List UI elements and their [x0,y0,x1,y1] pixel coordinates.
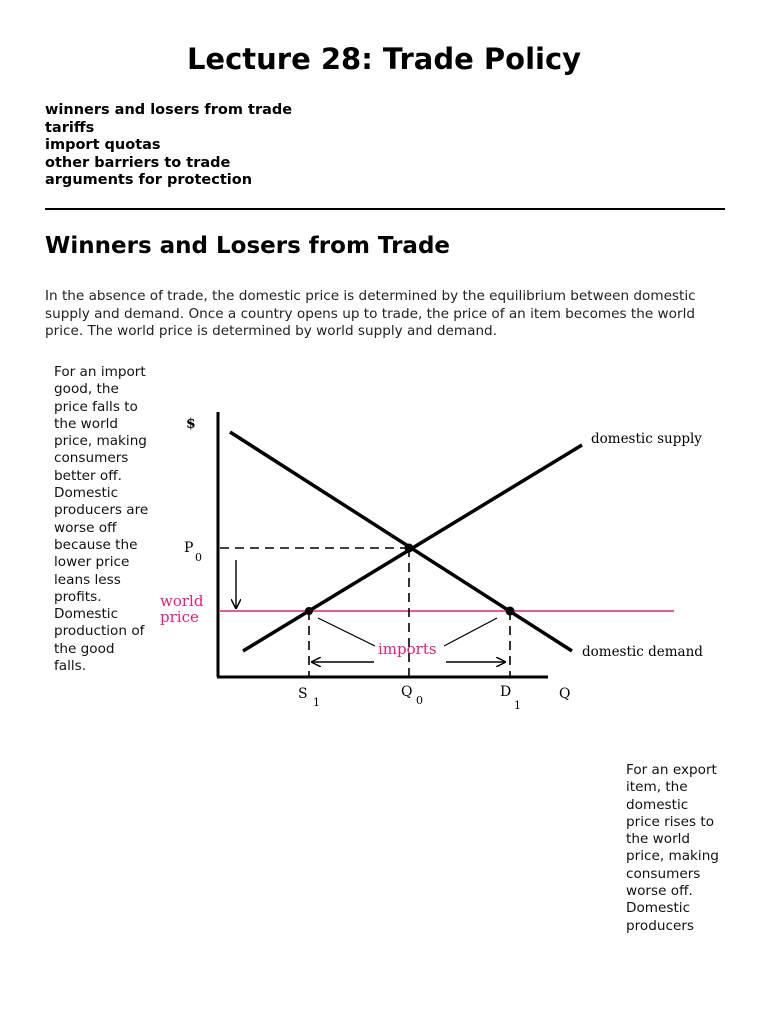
d1-subscript: 1 [514,699,521,712]
imports-pointer-right [444,618,497,646]
equilibrium-point [405,544,414,553]
s1-label: S [298,686,308,702]
d1-label: D [500,684,512,700]
topic-item: arguments for protection [45,172,253,188]
export-item-note: For an export item, the domestic price rises to the world price, making consumers worse off. Domestic producers [626,762,719,934]
y-axis-label: $ [186,416,196,432]
domestic-supply-point [305,607,313,615]
supply-curve-label: domestic supply [591,431,702,447]
domestic-demand-point [506,607,515,616]
topic-item: other barriers to trade [45,154,231,171]
import-good-note: For an import good, the price falls to the world price, making consumers better off. Domestic producers are worse off because the lower price leans less profits. Domestic production of the good falls. [54,364,149,675]
x-axis-label: Q [559,686,571,702]
page-title: Lecture 28: Trade Policy [186,42,582,76]
imports-pointer-left [318,618,375,646]
topic-item: winners and losers from trade [45,102,293,118]
q0-label: Q [401,684,413,700]
s1-subscript: 1 [313,696,320,709]
intro-paragraph: In the absence of trade, the domestic price is determined by the equilibrium between domestic supply and demand. Once a country opens up to trade, the price of an item becomes the world price. The world price is determined by world supply and demand. [45,288,696,339]
imports-label: imports [378,640,437,658]
world-price-label: world [160,592,204,610]
demand-curve-label: domestic demand [582,644,703,660]
p0-label: P [184,540,194,556]
world-price-label: price [160,608,199,626]
topic-item: tariffs [45,119,95,136]
demand-curve [230,432,572,651]
p0-subscript: 0 [195,551,202,564]
section-heading: Winners and Losers from Trade [45,233,451,259]
q0-subscript: 0 [416,694,423,707]
topic-item: import quotas [45,137,161,153]
